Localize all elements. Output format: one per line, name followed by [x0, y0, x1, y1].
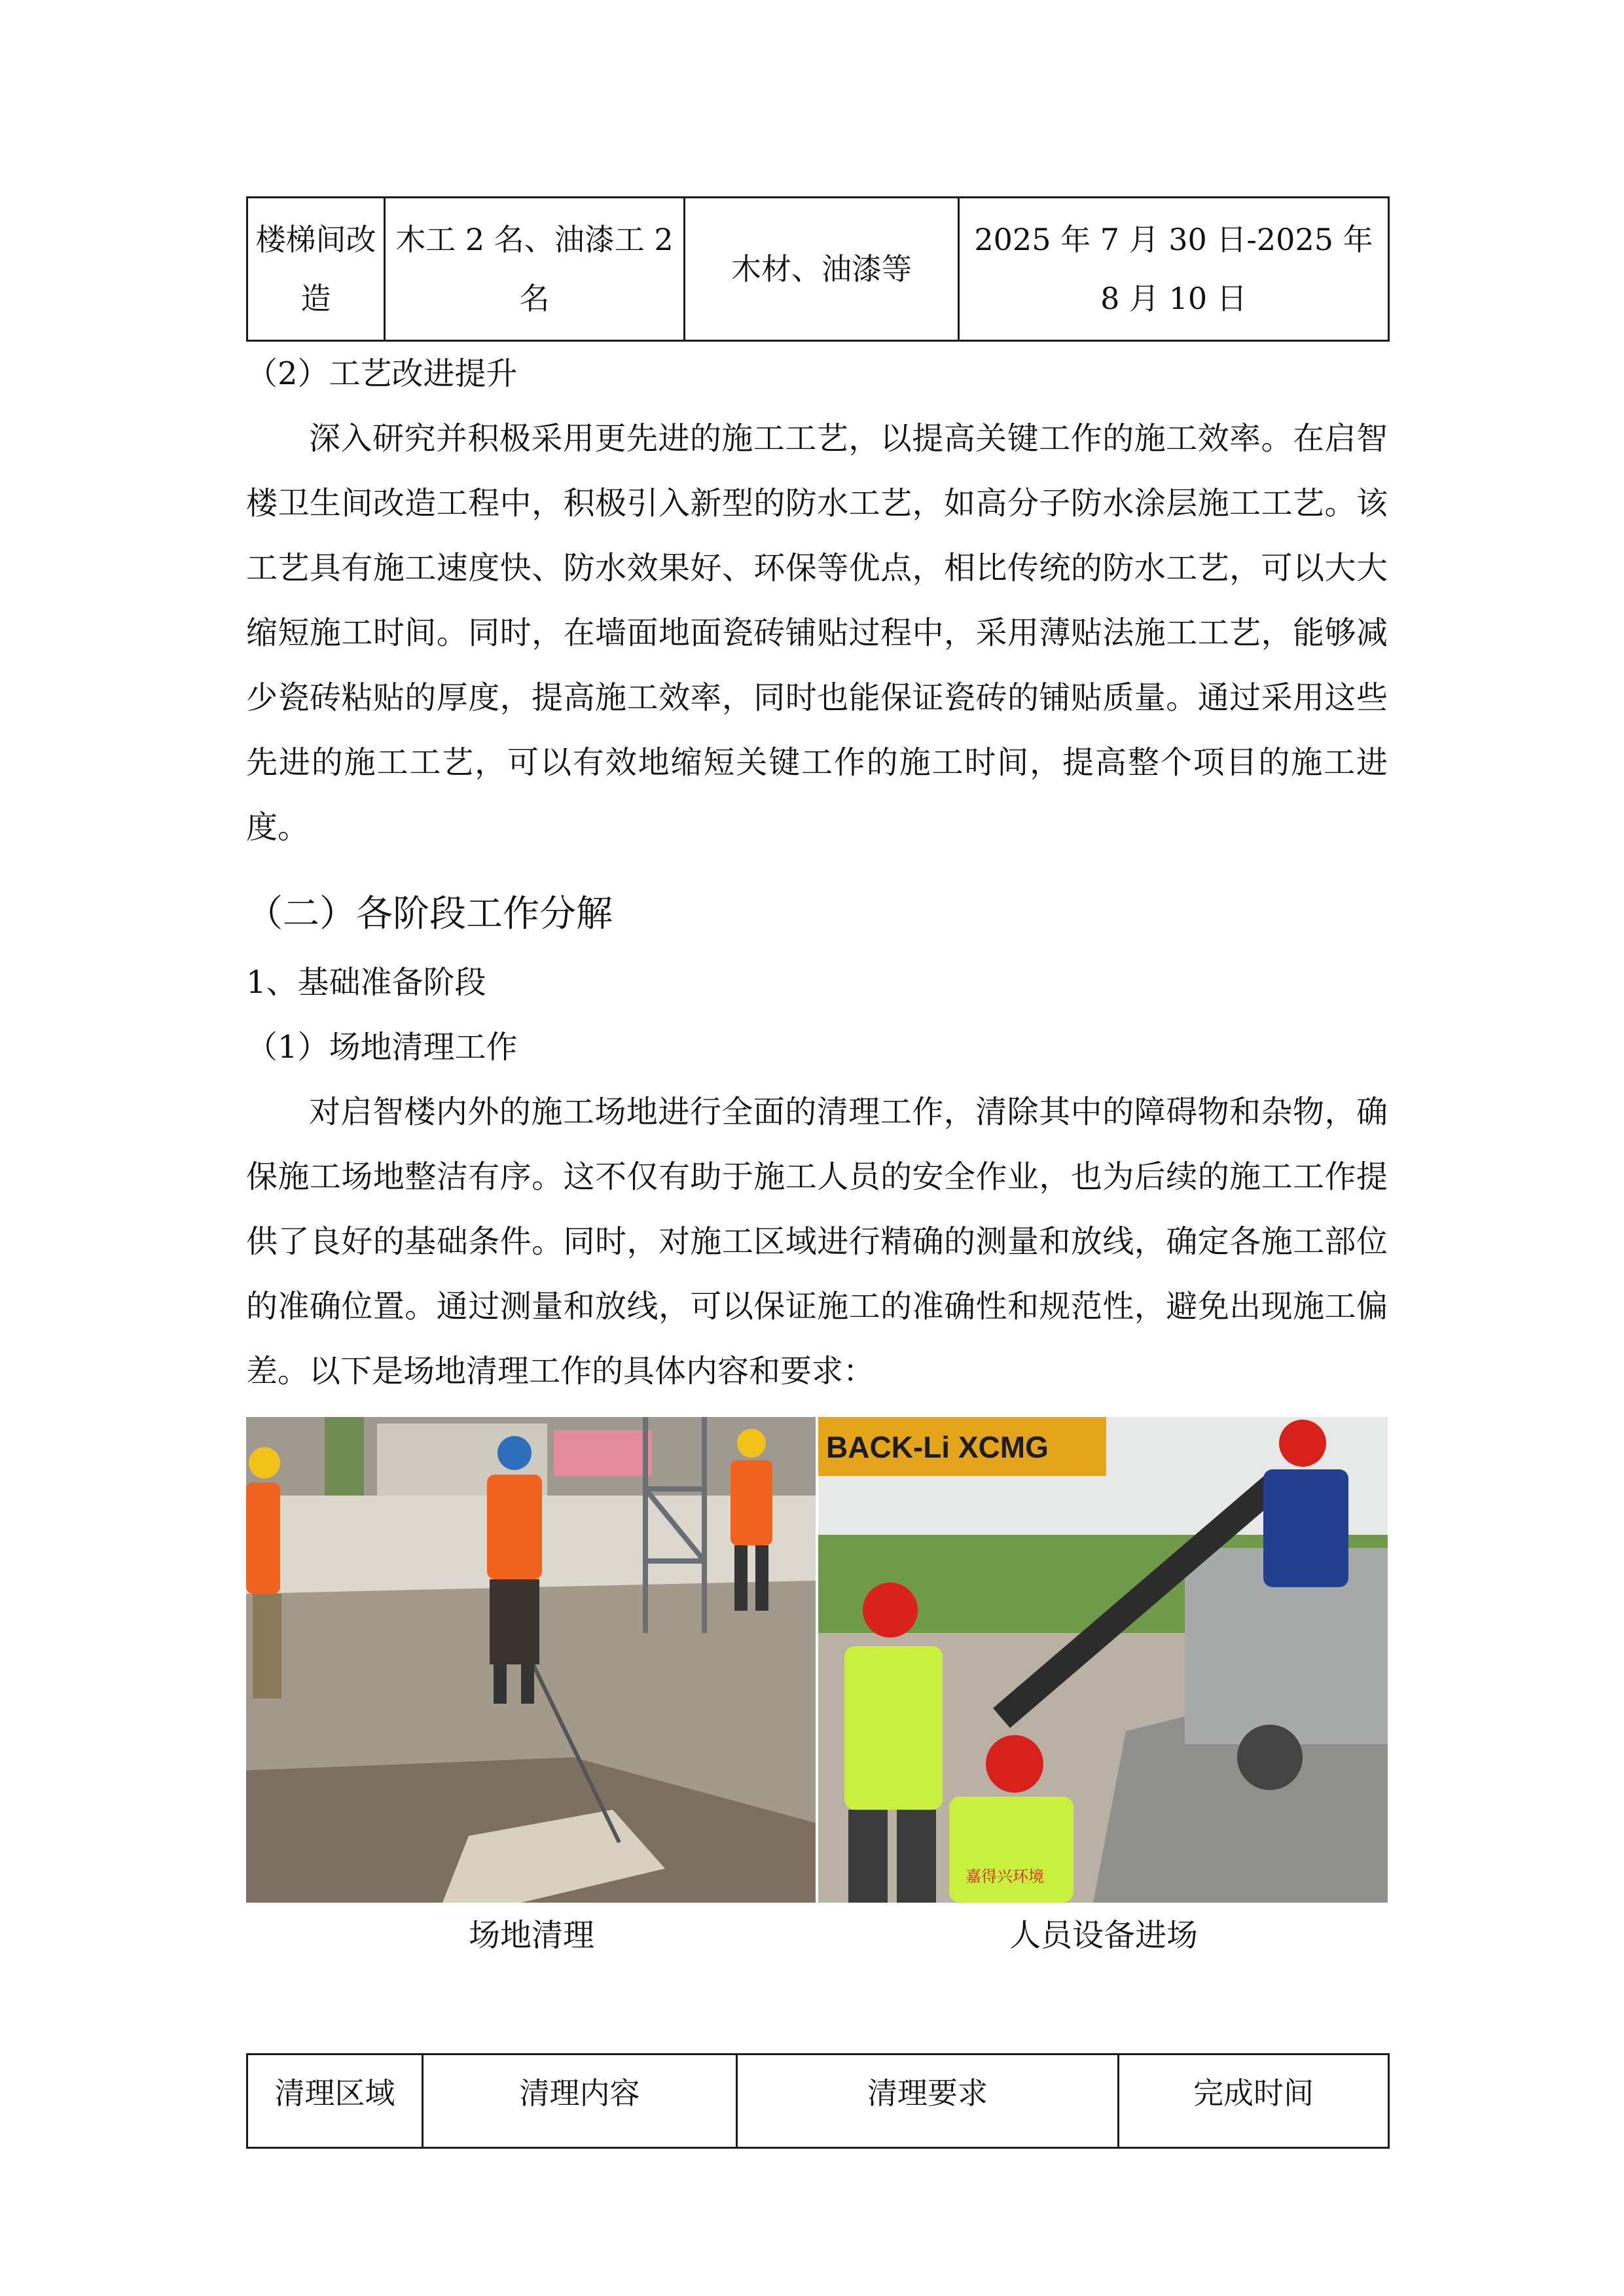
- site-clearing-photo: [246, 1417, 816, 1903]
- stage-heading: 1、基础准备阶段: [246, 964, 486, 1001]
- table-row: [247, 198, 1389, 341]
- table-header-cell: 清理内容: [423, 2054, 737, 2148]
- equipment-arrival-photo: [818, 1417, 1388, 1903]
- photo-row: [246, 1417, 1388, 1903]
- site-clearing-table: [246, 2053, 1390, 2149]
- site-clearing-paragraph: 对启智楼内外的施工场地进行全面的清理工作，清除其中的障碍物和杂物，确保施工场地整洁有序。这不仅有助于施工人员的安全作业，也为后续的施工工作提供了良好的基础条件。同时，对施工区域进行精确的测量和放线，确定各施工部位的准确位置。通过测量和放线，可以保证施工的准确性和规范性，避免出现施工偏差。以下是场地清理工作的具体内容和要求：: [246, 1094, 1388, 1390]
- photo-caption-right: 人员设备进场: [1009, 1917, 1198, 1954]
- table-header-cell: 完成时间: [1119, 2054, 1389, 2148]
- worker-figure: [487, 1436, 542, 1704]
- photo-captions: [246, 1903, 1388, 1968]
- table-header-cell: 清理要求: [737, 2054, 1119, 2148]
- photo-caption-left: 场地清理: [468, 1917, 594, 1954]
- site-clearing-heading: （1）场地清理工作: [246, 1029, 518, 1066]
- table-cell: 2025 年 7 月 30 日-2025 年 8 月 10 日: [959, 198, 1389, 341]
- craft-heading: （2）工艺改进提升: [246, 355, 518, 392]
- vest-logo-text: 嘉得兴环境: [965, 1867, 1044, 1886]
- table-cell: 木工 2 名、油漆工 2 名: [385, 198, 685, 341]
- table-cell: 楼梯间改造: [247, 198, 385, 341]
- document-page: [246, 196, 1388, 2149]
- staffing-table: [246, 196, 1390, 342]
- table-header-cell: 清理区域: [247, 2054, 423, 2148]
- section-heading: （二）各阶段工作分解: [246, 893, 613, 935]
- table-cell: 木材、油漆等: [685, 198, 959, 341]
- craft-paragraph: 深入研究并积极采用更先进的施工工艺，以提高关键工作的施工效率。在启智楼卫生间改造工程中，积极引入新型的防水工艺，如高分子防水涂层施工工艺。该工艺具有施工速度快、防水效果好、环保等优点，相比传统的防水工艺，可以大大缩短施工时间。同时，在墙面地面瓷砖铺贴过程中，采用薄贴法施工工艺，能够减少瓷砖粘贴的厚度，提高施工效率，同时也能保证瓷砖的铺贴质量。通过采用这些先进的施工工艺，可以有效地缩短关键工作的施工时间，提高整个项目的施工进度。: [246, 420, 1388, 846]
- crane-sign-text: BACK-Li XCMG: [826, 1430, 1049, 1464]
- table-header-row: [247, 2054, 1389, 2148]
